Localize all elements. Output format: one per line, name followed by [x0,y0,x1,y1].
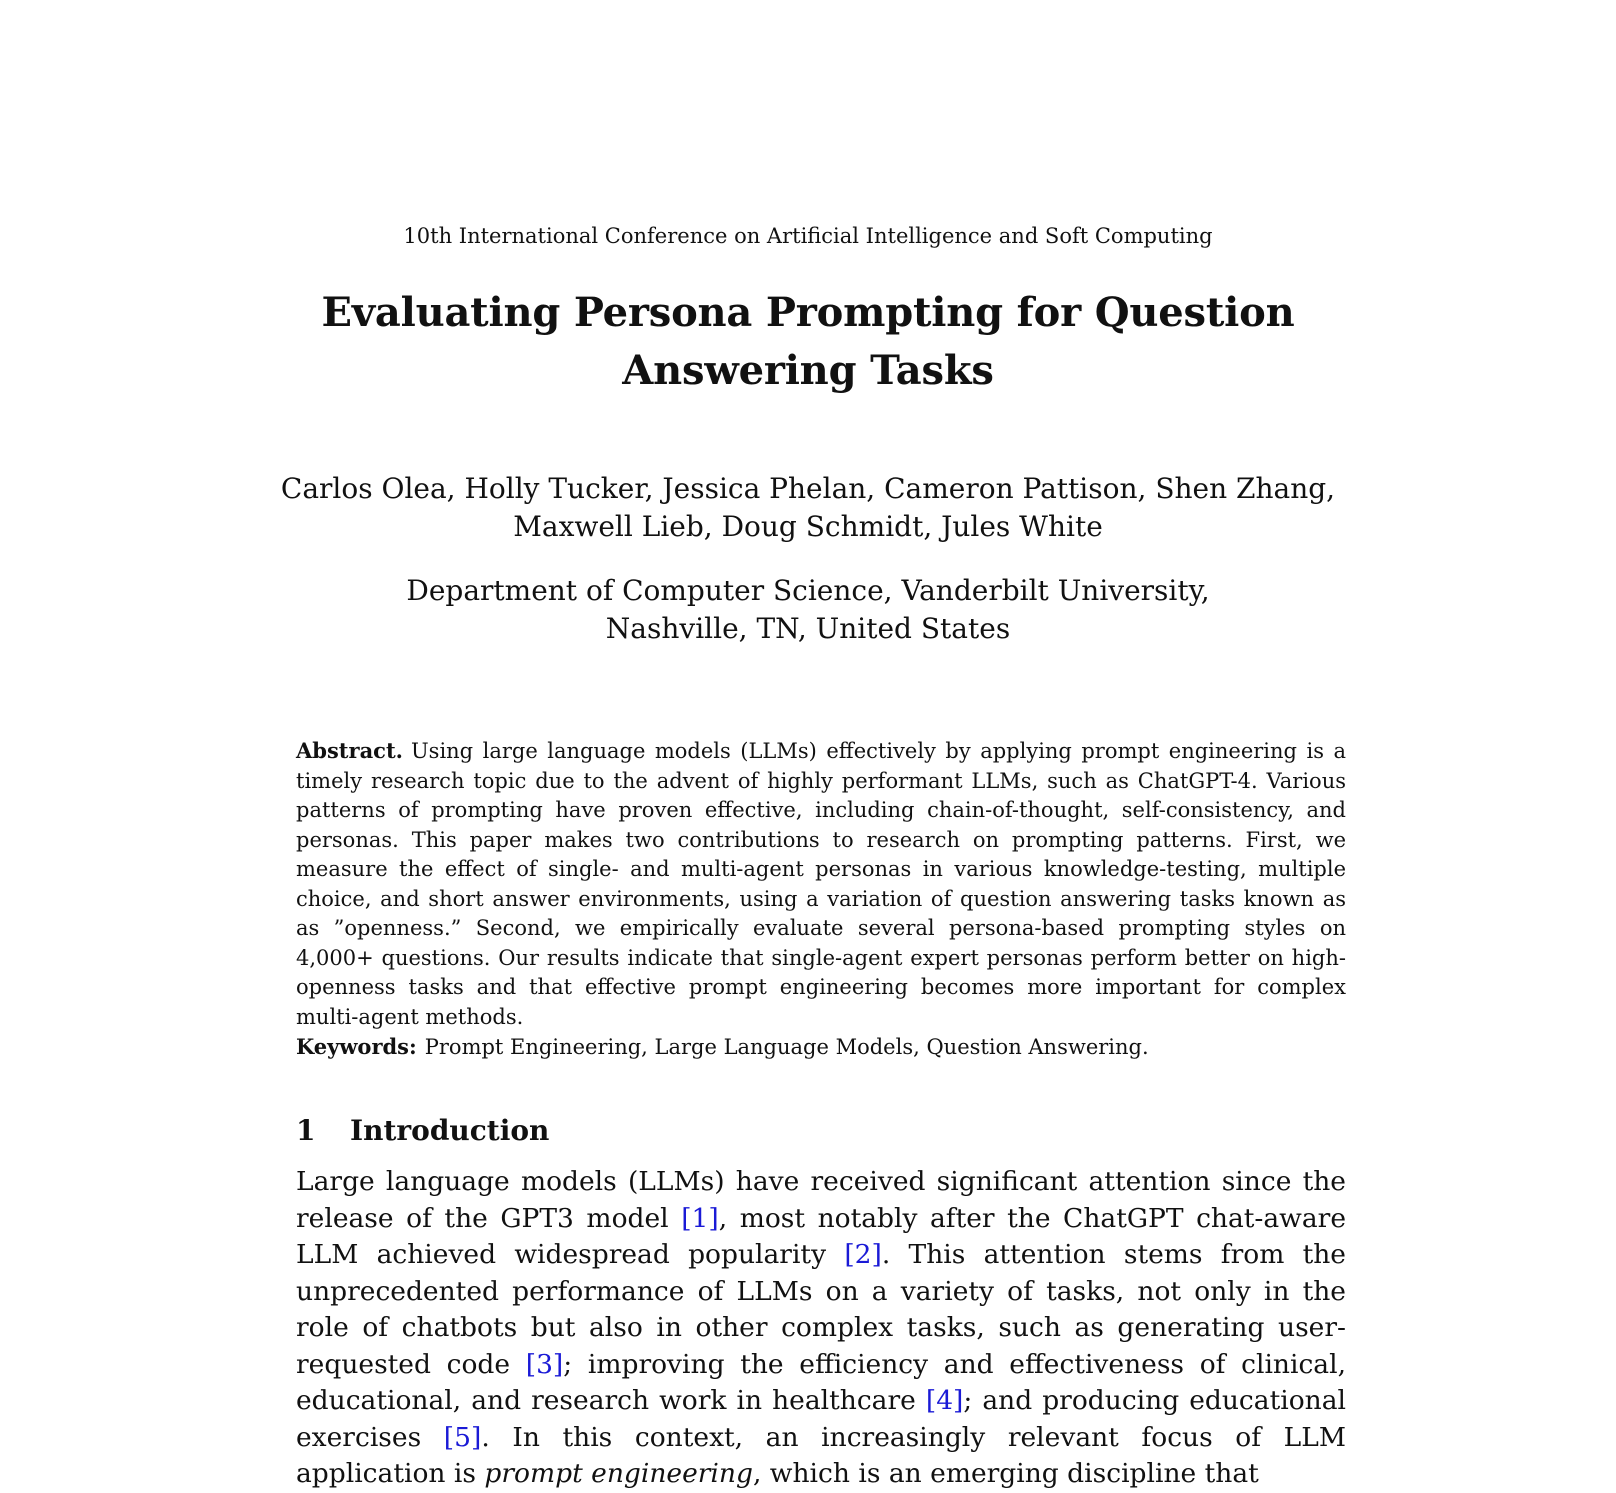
intro-text: , most notably after the ChatGPT chat-aware LLM achieved widespread popularity [296,1202,1347,1270]
author-list-line-2: Maxwell Lieb, Doug Schmidt, Jules White [513,510,1103,543]
citation-link[interactable]: [2] [844,1239,882,1270]
keywords-text: Prompt Engineering, Large Language Models, Question Answering. [424,1035,1149,1059]
citation-link[interactable]: [5] [443,1421,482,1453]
affiliation [0,572,1616,648]
keywords [296,1032,1346,1062]
introduction-paragraph [296,1164,1346,1493]
section-number: 1 [296,1114,316,1147]
intro-text: . This attention stems from the unprecedented performance of LLMs on a variety of tasks, not only in the role of chatbots but also in other complex tasks, such as generating user-requested code [296,1239,1346,1380]
author-list-line-1: Carlos Olea, Holly Tucker, Jessica Phelan, Cameron Pattison, Shen Zhang, [280,472,1336,505]
intro-text: ; and producing educational exercises [296,1385,1346,1453]
conference-header: 10th International Conference on Artificial Intelligence and Soft Computing [403,224,1213,248]
abstract-label: Abstract. [296,738,403,763]
affiliation-line-1: Department of Computer Science, Vanderbilt University, [406,574,1210,607]
intro-text: Large language models (LLMs) have received significant attention since the release of the GPT3 model [296,1166,1346,1234]
intro-text: , which is an emerging discipline that [752,1458,1259,1489]
intro-text: . In this context, an increasingly relevant focus of LLM application is [296,1421,1346,1489]
affiliation-line-2: Nashville, TN, United States [605,612,1011,645]
abstract-text: Using large language models (LLMs) effectively by applying prompt engineering is a timely research topic due to the advent of highly performant LLMs, such as ChatGPT-4. Various patterns of prompting have proven effective, including chain-of-thought, self-consistency, and personas. This paper makes two contributions to research on prompting patterns. First, we measure the effect of single- and multi-agent personas in various knowledge-testing, multiple choice, and short answer environments, using a variation of question answering tasks known as as ”openness.” Second, we empirically evaluate several persona-based prompting styles on 4,000+ questions. Our results indicate that single-agent expert personas perform better on high-openness tasks and that effective prompt engineering becomes more important for complex multi-agent methods. [296,739,1346,1029]
section-title: Introduction [350,1114,550,1147]
emphasis-term: prompt engineering [484,1458,753,1489]
intro-text: ; improving the efficiency and effectiveness of clinical, educational, and research work in healthcare [296,1348,1346,1416]
paper-title-line-1: Evaluating Persona Prompting for Question [321,289,1295,336]
citation-link[interactable]: [1] [681,1202,719,1234]
section-heading-introduction [296,1113,549,1149]
abstract [296,736,1346,1032]
citation-link[interactable]: [3] [525,1348,564,1380]
paper-title-line-2: Answering Tasks [622,347,994,394]
citation-link[interactable]: [4] [925,1385,964,1416]
paper-title [0,284,1616,400]
author-list [0,470,1616,546]
keywords-label: Keywords: [296,1034,417,1059]
